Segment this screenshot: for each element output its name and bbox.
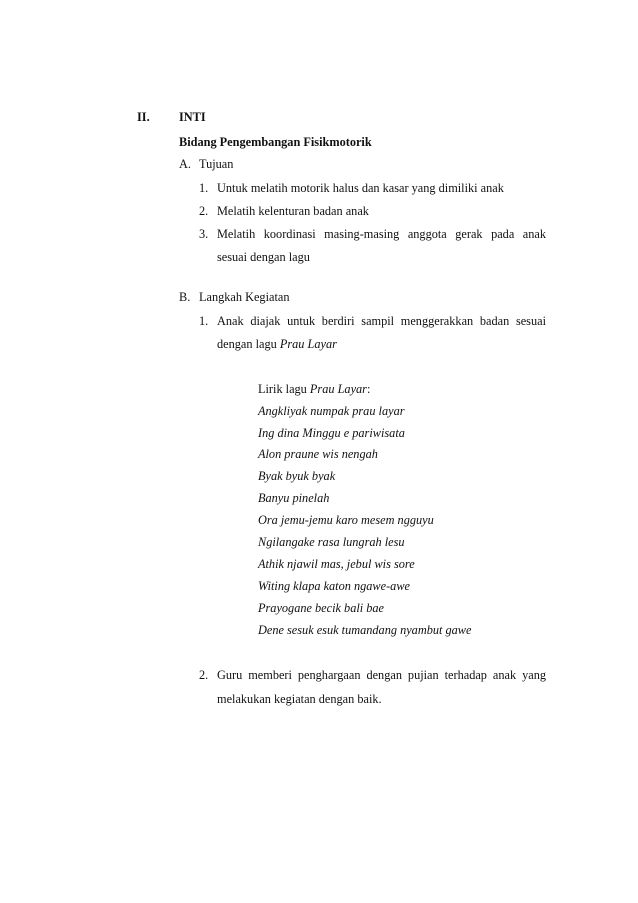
song-title: Prau Layar [279, 337, 337, 351]
lyric-line: Banyu pinelah [258, 491, 330, 505]
tujuan-heading: Tujuan [199, 157, 234, 171]
tujuan-item-text-continued: sesuai dengan lagu [217, 250, 310, 264]
song-title: Prau Layar [309, 382, 367, 396]
langkah-item-number: 1. [199, 314, 209, 328]
section-number: II. [137, 110, 150, 124]
lyric-line: Ing dina Minggu e pariwisata [258, 426, 405, 440]
langkah-item-text: Guru memberi penghargaan dengan pujian terhadap anak yang [217, 668, 546, 682]
song-reference-prefix: dengan lagu [217, 337, 280, 351]
tujuan-item-number: 1. [199, 181, 209, 195]
langkah-item-text-continued [217, 337, 337, 352]
tujuan-item-number: 2. [199, 204, 209, 218]
lyric-line: Prayogane becik bali bae [258, 601, 385, 615]
langkah-item-number: 2. [199, 668, 209, 682]
lyric-line: Athik njawil mas, jebul wis sore [258, 557, 415, 571]
lyrics-intro-suffix: : [366, 382, 371, 396]
tujuan-item-text: Untuk melatih motorik halus dan kasar yang dimiliki anak [217, 181, 504, 195]
lyric-line: Angkliyak numpak prau layar [258, 404, 405, 418]
lyrics-intro-prefix: Lirik lagu [258, 382, 310, 396]
lyric-line: Ngilangake rasa lungrah lesu [258, 535, 405, 549]
lyrics-intro [258, 382, 370, 397]
tujuan-item-number: 3. [199, 227, 209, 241]
langkah-marker: B. [179, 290, 191, 304]
section-title: INTI [179, 110, 206, 124]
tujuan-item-text: Melatih koordinasi masing-masing anggota gerak pada anak [217, 227, 546, 241]
lyric-line: Ora jemu-jemu karo mesem ngguyu [258, 513, 434, 527]
langkah-heading: Langkah Kegiatan [199, 290, 290, 304]
lyric-line: Witing klapa katon ngawe-awe [258, 579, 410, 593]
section-subtitle: Bidang Pengembangan Fisikmotorik [179, 135, 372, 149]
lyric-line: Byak byuk byak [258, 469, 336, 483]
langkah-item-text-continued: melakukan kegiatan dengan baik. [217, 692, 382, 706]
langkah-item-text: Anak diajak untuk berdiri sampil menggerakkan badan sesuai [217, 314, 546, 328]
tujuan-item-text: Melatih kelenturan badan anak [217, 204, 369, 218]
lyric-line: Alon praune wis nengah [258, 447, 378, 461]
tujuan-marker: A. [179, 157, 191, 171]
lyric-line: Dene sesuk esuk tumandang nyambut gawe [258, 623, 472, 637]
